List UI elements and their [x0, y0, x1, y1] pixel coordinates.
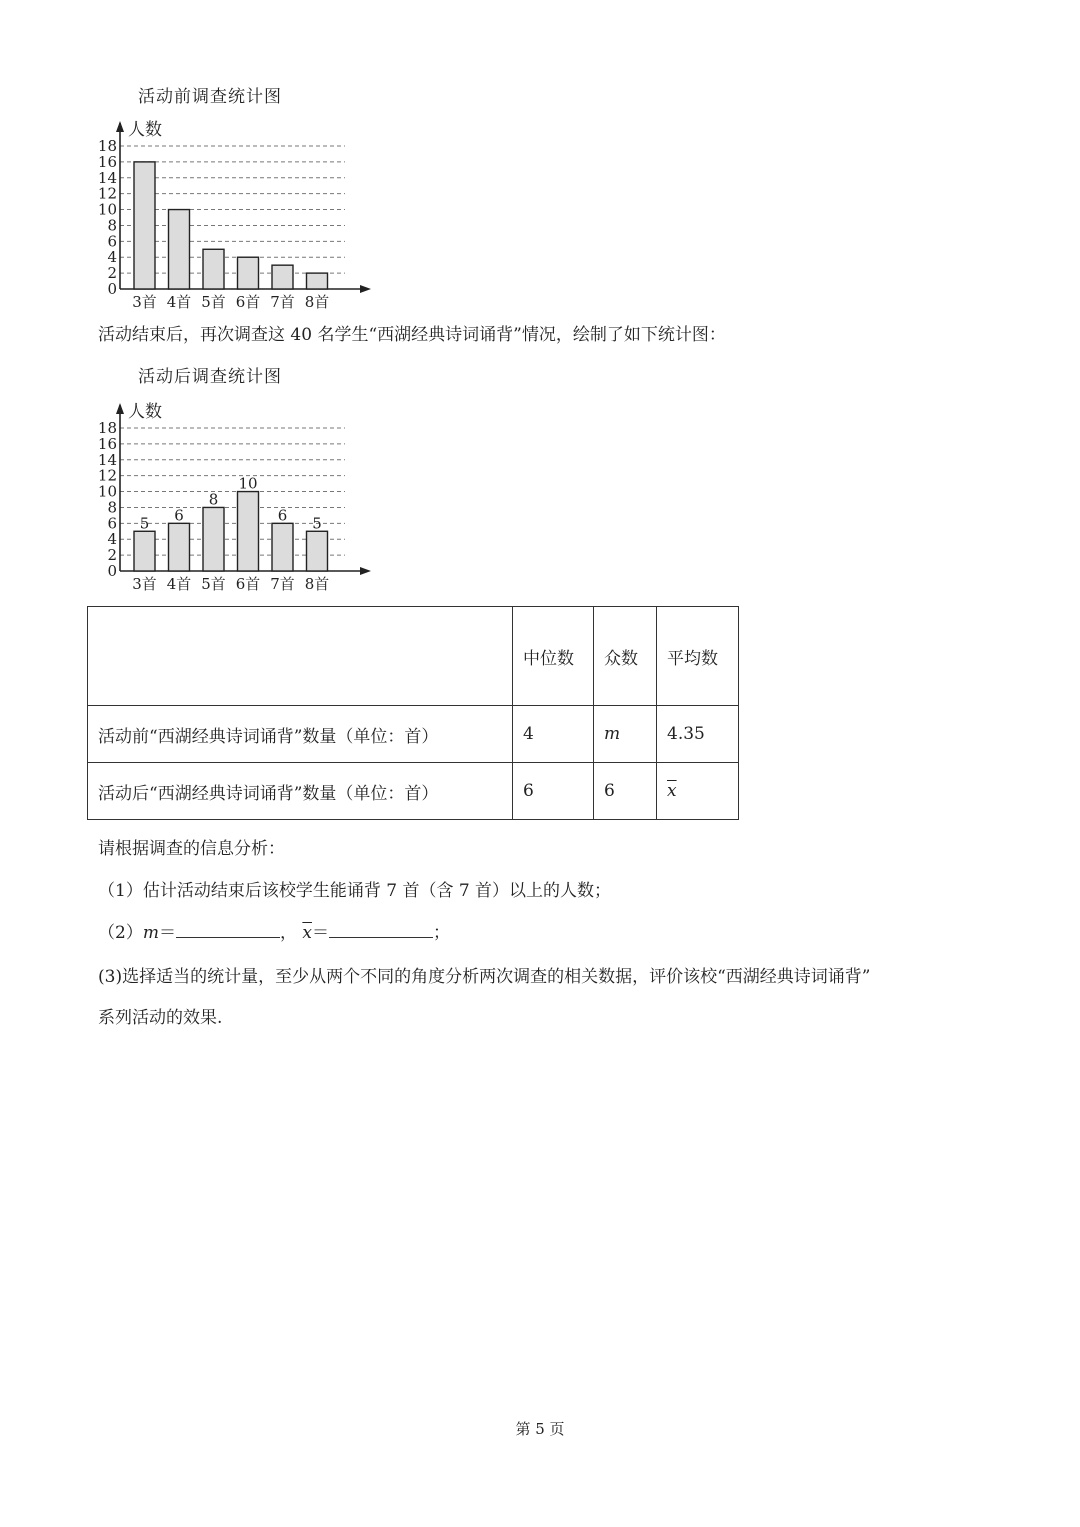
y-tick-label: 10: [97, 200, 117, 219]
y-tick-label: 8: [107, 498, 117, 517]
y-tick-label: 18: [97, 419, 117, 437]
bar: [272, 265, 293, 289]
y-tick-label: 6: [107, 232, 117, 251]
question-3-line-2: 系列活动的效果.: [98, 1008, 223, 1028]
chart-after-title: 活动后调查统计图: [138, 367, 282, 387]
var-m: m: [604, 724, 621, 744]
bar: [169, 523, 190, 571]
y-tick-label: 4: [107, 530, 117, 549]
question-3-line-1: (3)选择适当的统计量，至少从两个不同的角度分析两次调查的相关数据，评价该校“西湖经典诗词诵背”: [98, 967, 871, 987]
row-after-mode: 6: [594, 763, 657, 820]
row-before-label: 活动前“西湖经典诗词诵背”数量（单位：首）: [88, 706, 513, 763]
y-tick-label: 12: [97, 184, 117, 203]
row-before-mode: [594, 706, 657, 763]
y-tick-label: 0: [107, 562, 117, 580]
y-tick-label: 14: [97, 168, 117, 187]
bar: [203, 507, 224, 571]
x-tick-label: 8首: [304, 293, 330, 311]
q2-blank-m[interactable]: [176, 921, 280, 938]
x-tick-label: 3首: [132, 575, 157, 593]
table-header-row: [88, 607, 739, 706]
data-label: 5: [139, 514, 150, 533]
bar: [238, 257, 259, 289]
x-tick-label: 4首: [166, 293, 192, 311]
table-header-empty: [88, 607, 513, 706]
y-tick-label: 0: [107, 280, 117, 298]
bar: [307, 273, 328, 289]
x-tick-label: 3首: [132, 293, 157, 311]
chart-before: [90, 115, 390, 315]
q2-var-x-bar: $\overline{x}$: [302, 923, 312, 943]
table-row: [88, 706, 739, 763]
q2-equals-2: ＝: [311, 923, 329, 943]
data-label: 8: [208, 490, 219, 509]
row-before-mean: 4.35: [657, 706, 739, 763]
y-axis-arrow-icon: [116, 121, 124, 132]
between-text: 活动结束后，再次调查这 40 名学生“西湖经典诗词诵背”情况，绘制了如下统计图：: [98, 325, 726, 345]
x-tick-label: 7首: [270, 293, 295, 311]
y-tick-label: 2: [107, 264, 117, 283]
data-label: 5: [312, 514, 322, 533]
var-x-bar: $\overline{x}$: [667, 781, 677, 801]
x-tick-label: 5首: [201, 575, 226, 593]
y-axis-label: 人数: [128, 402, 162, 422]
bar: [238, 492, 259, 571]
q2-equals-1: ＝: [158, 923, 176, 943]
y-axis-arrow-icon: [116, 403, 124, 414]
q2-comma: ，: [279, 923, 297, 943]
table-header-mode: 众数: [594, 607, 657, 706]
q2-prefix: （2）: [98, 923, 143, 943]
x-tick-label: 5首: [201, 293, 226, 311]
y-tick-label: 4: [107, 248, 117, 267]
bar: [307, 531, 328, 571]
data-label: 10: [238, 474, 258, 493]
y-tick-label: 16: [97, 434, 117, 453]
y-tick-label: 12: [97, 466, 117, 485]
question-2: [98, 918, 450, 943]
x-tick-label: 6首: [235, 575, 261, 593]
row-after-median: 6: [513, 763, 594, 820]
x-axis-arrow-icon: [360, 567, 371, 575]
analysis-intro: 请根据调查的信息分析：: [98, 839, 285, 859]
y-tick-label: 14: [97, 450, 117, 469]
y-tick-label: 16: [97, 152, 117, 171]
bar: [203, 249, 224, 289]
q2-blank-x[interactable]: [329, 921, 433, 938]
y-tick-label: 10: [97, 482, 117, 501]
data-label: 6: [277, 506, 288, 525]
x-axis-arrow-icon: [360, 285, 371, 293]
x-tick-label: 6首: [235, 293, 261, 311]
chart-after: [90, 397, 390, 597]
bar: [134, 162, 155, 289]
row-after-mean: [657, 763, 739, 820]
y-tick-label: 8: [107, 216, 117, 235]
x-tick-label: 7首: [270, 575, 295, 593]
bar: [169, 210, 190, 289]
question-1: （1）估计活动结束后该校学生能诵背 7 首（含 7 首）以上的人数；: [98, 881, 612, 901]
row-before-median: 4: [513, 706, 594, 763]
data-label: 6: [174, 506, 184, 525]
q2-var-m: m: [142, 923, 159, 943]
q2-end: ；: [432, 923, 450, 943]
chart-before-title: 活动前调查统计图: [138, 87, 282, 107]
table-header-median: 中位数: [513, 607, 594, 706]
y-tick-label: 2: [107, 546, 117, 565]
y-axis-label: 人数: [128, 120, 162, 140]
y-tick-label: 18: [97, 137, 117, 155]
y-tick-label: 6: [107, 514, 117, 533]
row-after-label: 活动后“西湖经典诗词诵背”数量（单位：首）: [88, 763, 513, 820]
bar: [134, 531, 155, 571]
x-tick-label: 8首: [304, 575, 330, 593]
stats-table: [87, 606, 739, 820]
x-tick-label: 4首: [166, 575, 192, 593]
page-footer: 第 5 页: [515, 1420, 565, 1438]
table-header-mean: 平均数: [657, 607, 739, 706]
table-row: [88, 763, 739, 820]
bar: [272, 523, 293, 571]
